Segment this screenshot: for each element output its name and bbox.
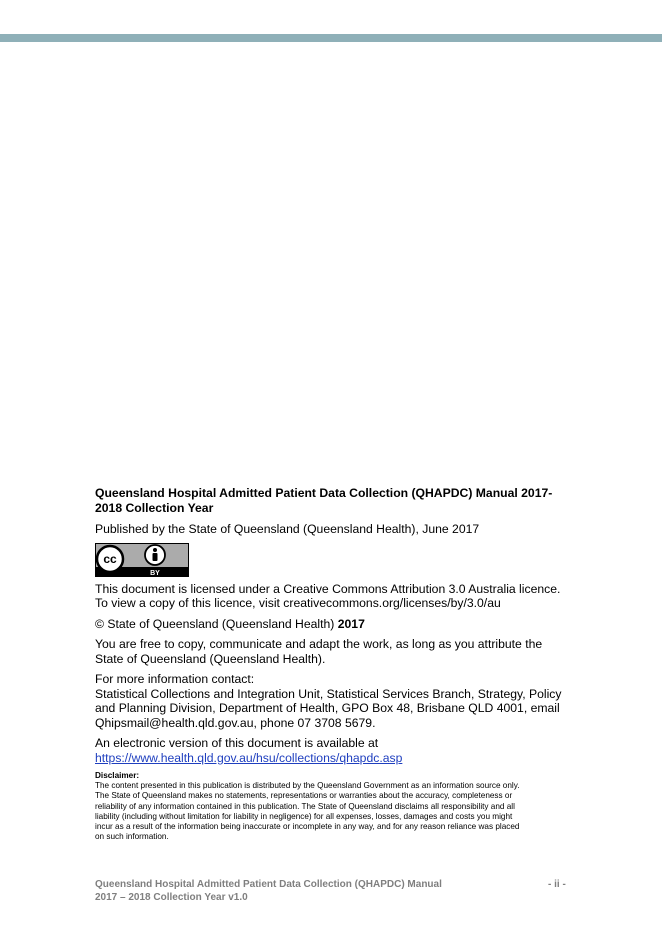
by-badge-text: BY: [150, 569, 160, 577]
document-title-line-2: 2018 Collection Year: [95, 500, 214, 515]
licence-line-2: To view a copy of this licence, visit creativecommons.org/licenses/by/3.0/au: [95, 596, 501, 610]
licence-line-1: This document is licensed under a Creative Commons Attribution 3.0 Australia licence.: [95, 581, 561, 596]
disclaimer-line: incur as a result of the information being inaccurate or incomplete in any way, and for any reason reliance was placed: [95, 822, 520, 832]
copyright-year: 2017: [337, 616, 365, 631]
disclaimer-heading: Disclaimer:: [95, 771, 140, 780]
contact-line-3: Qhipsmail@health.qld.gov.au, phone 07 3708 5679.: [95, 715, 376, 730]
header-accent-bar: [0, 34, 662, 42]
cc-badge-text: cc: [103, 551, 117, 566]
contact-information: [95, 672, 570, 730]
licence-statement: [95, 582, 570, 611]
imprint-content: [95, 486, 570, 843]
free-to-copy-line-2: State of Queensland (Queensland Health).: [95, 651, 326, 666]
disclaimer-line: The State of Queensland makes no statements, representations or warranties about the accuracy, completeness or: [95, 791, 513, 801]
footer-page-number: - ii -: [548, 879, 566, 890]
free-to-copy-statement: [95, 637, 570, 666]
footer-document-title: [95, 879, 475, 904]
document-title: [95, 486, 570, 515]
contact-line-2: and Planning Division, Department of Health, GPO Box 48, Brisbane QLD 4001, email: [95, 701, 560, 715]
creative-commons-by-icon[interactable]: [95, 543, 189, 577]
copyright-prefix: © State of Queensland (Queensland Health): [95, 616, 338, 631]
electronic-version-text: An electronic version of this document is available at: [95, 736, 379, 750]
free-to-copy-line-1: You are free to copy, communicate and adapt the work, as long as you attribute the: [95, 637, 543, 651]
footer-title-line-1: Queensland Hospital Admitted Patient Data Collection (QHAPDC) Manual: [95, 879, 442, 890]
document-title-line-1: Queensland Hospital Admitted Patient Data Collection (QHAPDC) Manual 2017-: [95, 486, 553, 500]
disclaimer: [95, 771, 570, 843]
qhapdc-collection-link[interactable]: https://www.health.qld.gov.au/hsu/collections/qhapdc.asp: [95, 750, 403, 765]
disclaimer-line: reliability of any information contained in this publication. The State of Queensland disclaims all responsibility and all: [95, 801, 515, 811]
disclaimer-line: on such information.: [95, 832, 169, 842]
disclaimer-line: liability (including without limitation for liability in negligence) for all expenses, losses, damages and costs you might: [95, 811, 513, 821]
electronic-version-statement: [95, 736, 570, 765]
copyright-statement: [95, 617, 570, 632]
disclaimer-line: The content presented in this publication is distributed by the Queensland Government as an information source only.: [95, 781, 520, 790]
contact-line-1: Statistical Collections and Integration Unit, Statistical Services Branch, Strategy, Policy: [95, 686, 562, 701]
footer-title-line-2: 2017 – 2018 Collection Year v1.0: [95, 891, 248, 903]
published-statement: Published by the State of Queensland (Queensland Health), June 2017: [95, 522, 480, 536]
contact-heading: For more information contact:: [95, 672, 255, 686]
